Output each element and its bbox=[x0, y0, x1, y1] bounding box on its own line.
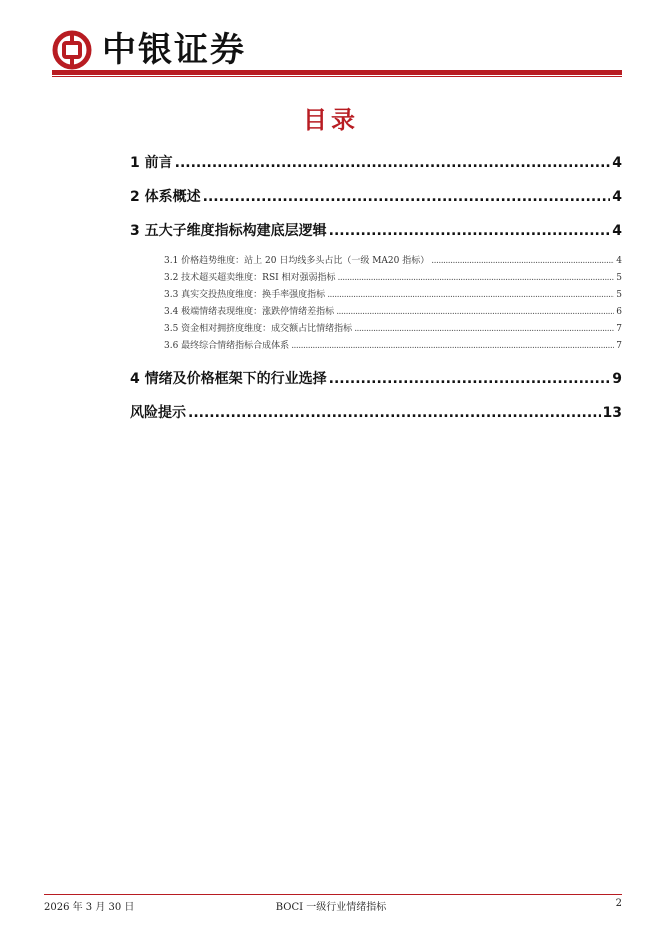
toc-entry-3-5[interactable] bbox=[164, 321, 622, 334]
toc-entry-label: 3.3 真实交投热度维度：换手率强度指标 bbox=[164, 290, 326, 300]
toc-entry-page: 13 bbox=[602, 405, 622, 421]
footer-doc-title: BOCI 一级行业情绪指标 bbox=[275, 902, 387, 913]
toc-leader-dots bbox=[188, 405, 601, 421]
toc-entry-label: 3.6 最终综合情绪指标合成体系 bbox=[164, 341, 290, 351]
page-header bbox=[52, 28, 622, 76]
toc-entry-label: 3.1 价格趋势维度：站上 20 日均线多头占比（一级 MA20 指标） bbox=[164, 256, 430, 266]
toc-entry-page: 4 bbox=[616, 256, 622, 266]
toc-title: 目录 bbox=[303, 106, 359, 134]
toc-entry-page: 7 bbox=[616, 324, 622, 334]
toc-leader-dots bbox=[203, 189, 611, 205]
toc-entry-4[interactable] bbox=[130, 368, 622, 388]
toc-entry-label: 3 五大子维度指标构建底层逻辑 bbox=[130, 223, 327, 239]
toc-leader-dots bbox=[336, 307, 614, 317]
toc-entry-label: 4 情绪及价格框架下的行业选择 bbox=[130, 371, 327, 387]
toc-entry-label: 风险提示 bbox=[130, 405, 186, 421]
toc-entry-label: 3.4 极端情绪表现维度：涨跌停情绪差指标 bbox=[164, 307, 335, 317]
toc-entry-page: 5 bbox=[616, 290, 622, 300]
toc-entry-label: 1 前言 bbox=[130, 155, 173, 171]
header-rule-thin bbox=[52, 76, 622, 77]
footer-rule bbox=[44, 894, 622, 895]
brand-name: 中银证券 bbox=[102, 30, 246, 70]
toc-entry-label: 3.5 资金相对拥挤度维度：成交额占比情绪指标 bbox=[164, 324, 353, 334]
toc-entry-page: 5 bbox=[616, 273, 622, 283]
toc-entry-3-1[interactable] bbox=[164, 253, 622, 266]
toc-entry-3-3[interactable] bbox=[164, 287, 622, 300]
toc-entry-1[interactable] bbox=[130, 152, 622, 172]
toc-entry-page: 4 bbox=[612, 189, 622, 205]
toc-entry-label: 2 体系概述 bbox=[130, 189, 201, 205]
toc-entry-3-6[interactable] bbox=[164, 338, 622, 351]
toc-entry-3-4[interactable] bbox=[164, 304, 622, 317]
toc-leader-dots bbox=[329, 223, 611, 239]
header-rule bbox=[52, 70, 622, 75]
toc-entry-2[interactable] bbox=[130, 186, 622, 206]
toc-leader-dots bbox=[291, 341, 614, 351]
footer-date: 2026 年 3 月 30 日 bbox=[44, 902, 135, 913]
toc-leader-dots bbox=[329, 371, 611, 387]
toc-leader-dots bbox=[327, 290, 614, 300]
toc-entry-page: 6 bbox=[616, 307, 622, 317]
toc-entry-label: 3.2 技术超买超卖维度：RSI 相对强弱指标 bbox=[164, 273, 336, 283]
toc-leader-dots bbox=[338, 273, 615, 283]
toc-entry-page: 4 bbox=[612, 223, 622, 239]
toc-entry-3-2[interactable] bbox=[164, 270, 622, 283]
toc-entry-page: 4 bbox=[612, 155, 622, 171]
toc-entry-page: 9 bbox=[612, 371, 622, 387]
toc-leader-dots bbox=[354, 324, 614, 334]
boc-logo-icon bbox=[52, 30, 92, 70]
toc-entry-page: 7 bbox=[616, 341, 622, 351]
footer-page-number: 2 bbox=[615, 898, 622, 909]
toc-leader-dots bbox=[431, 256, 614, 266]
toc-entry-risk[interactable] bbox=[130, 402, 622, 422]
toc-entry-3[interactable] bbox=[130, 220, 622, 240]
toc-leader-dots bbox=[175, 155, 611, 171]
